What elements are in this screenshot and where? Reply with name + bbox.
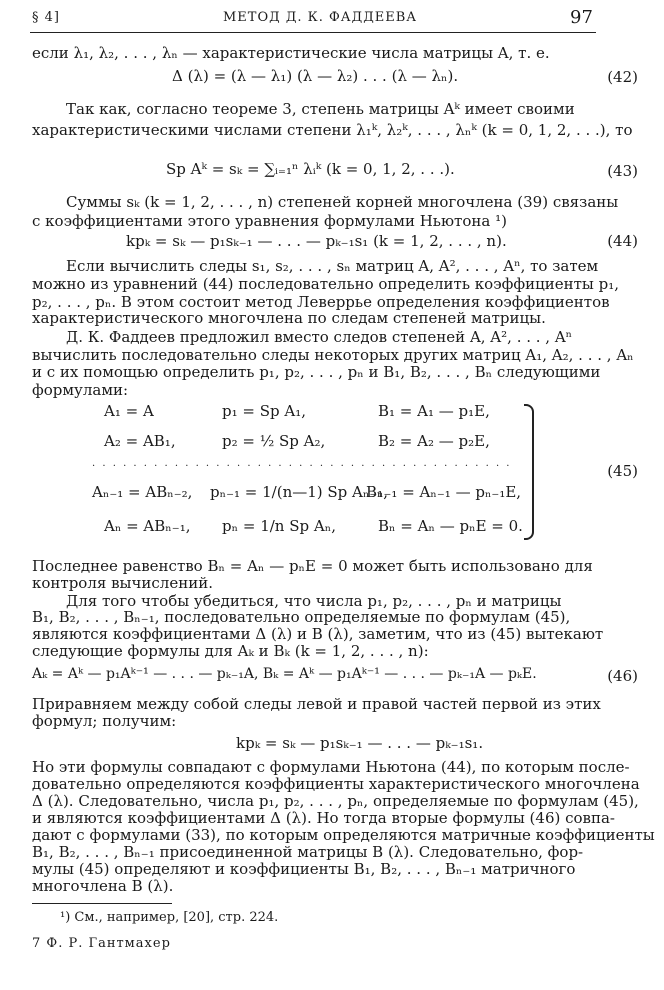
- system-45-row2-b: p₂ = ½ Sp A₂,: [222, 432, 326, 450]
- text-line: вычислить последовательно следы некоторых других матриц A₁, A₂, . . . , Aₙ: [32, 346, 634, 364]
- system-45-row3-a: Aₙ₋₁ = ABₙ₋₂,: [92, 483, 193, 501]
- text-line: контроля вычислений.: [32, 574, 213, 592]
- equation-number: (45): [607, 462, 638, 480]
- system-45-row1-b: p₁ = Sp A₁,: [222, 402, 306, 420]
- text-line: являются коэффициентами Δ (λ) и B (λ), заметим, что из (45) вытекают: [32, 625, 604, 643]
- text-line: Но эти формулы совпадают с формулами Ньютона (44), по которым после-: [32, 758, 630, 776]
- system-45-row4-a: Aₙ = ABₙ₋₁,: [104, 517, 191, 535]
- text-line: Δ (λ). Следовательно, числа p₁, p₂, . . . , pₙ, определяемые по формулам (45),: [32, 792, 639, 810]
- system-45-row4-c: Bₙ = Aₙ — pₙE = 0.: [378, 517, 523, 535]
- system-45-row1-a: A₁ = A: [104, 402, 154, 420]
- signature-line: 7 Ф. Р. Гантмахер: [32, 936, 171, 951]
- header-rule: [30, 32, 596, 33]
- equation-number: (42): [607, 68, 638, 86]
- text-line: Для того чтобы убедиться, что числа p₁, p₂, . . . , pₙ и матрицы: [66, 592, 562, 610]
- equation-number: (44): [607, 232, 638, 250]
- footnote-rule: [32, 903, 172, 904]
- text-line: следующие формулы для Aₖ и Bₖ (k = 1, 2, . . . , n):: [32, 642, 429, 660]
- right-brace: [524, 404, 534, 540]
- text-line: p₂, . . . , pₙ. В этом состоит метод Леверрье определения коэффициентов: [32, 293, 610, 311]
- equation-number: (46): [607, 667, 638, 685]
- text-line: мулы (45) определяют и коэффициенты B₁, B₂, . . . , Bₙ₋₁ матричного: [32, 860, 576, 878]
- text-line: Так как, согласно теореме 3, степень матрицы Aᵏ имеет своими: [66, 100, 575, 118]
- page-number: 97: [570, 7, 593, 28]
- text-line: B₁, B₂, . . . , Bₙ₋₁, последовательно определяемые по формулам (45),: [32, 608, 571, 626]
- equation-43: Sp Aᵏ = sₖ = ∑ᵢ₌₁ⁿ λᵢᵏ (k = 0, 1, 2, . . .).: [166, 160, 455, 178]
- system-45-row3-c: Bₙ₋₁ = Aₙ₋₁ — pₙ₋₁E,: [366, 483, 522, 501]
- header-title: МЕТОД Д. К. ФАДДЕЕВА: [223, 10, 418, 25]
- text-line: формул; получим:: [32, 712, 177, 730]
- text-line: если λ₁, λ₂, . . . , λₙ — характеристические числа матрицы A, т. е.: [32, 44, 550, 62]
- text-line: многочлена B (λ).: [32, 877, 174, 895]
- equation-47: kpₖ = sₖ — p₁sₖ₋₁ — . . . — pₖ₋₁s₁.: [236, 734, 484, 752]
- text-line: и с их помощью определить p₁, p₂, . . . , pₙ и B₁, B₂, . . . , Bₙ следующими: [32, 363, 601, 381]
- system-45-row4-b: pₙ = 1/n Sp Aₙ,: [222, 517, 336, 535]
- footnote-text: ¹) См., например, [20], стр. 224.: [60, 910, 279, 925]
- system-45-row1-c: B₁ = A₁ — p₁E,: [378, 402, 490, 420]
- text-line: и являются коэффициентами Δ (λ). Но тогда вторые формулы (46) совпа-: [32, 809, 616, 827]
- system-45-row2-c: B₂ = A₂ — p₂E,: [378, 432, 490, 450]
- text-line: характеристического многочлена по следам степеней матрицы.: [32, 309, 546, 327]
- text-line: дают с формулами (33), по которым определяются матричные коэффициенты: [32, 826, 655, 844]
- system-45-ellipsis: . . . . . . . . . . . . . . . . . . . . . . . . . . . . . . . . . . . . . . . . .: [92, 458, 512, 469]
- equation-44: kpₖ = sₖ — p₁sₖ₋₁ — . . . — pₖ₋₁s₁ (k = 1, 2, . . . , n).: [126, 232, 507, 250]
- text-line: B₁, B₂, . . . , Bₙ₋₁ присоединенной матрицы B (λ). Следовательно, фор-: [32, 843, 584, 861]
- text-line: с коэффициентами этого уравнения формулами Ньютона ¹): [32, 212, 507, 230]
- text-line: Последнее равенство Bₙ = Aₙ — pₙE = 0 может быть использовано для: [32, 557, 593, 575]
- system-45-row3-b: pₙ₋₁ = 1/(n—1) Sp Aₙ₋₁,: [210, 483, 389, 501]
- text-line: Д. К. Фаддеев предложил вместо следов степеней A, A², . . . , Aⁿ: [66, 328, 573, 346]
- text-line: характеристическими числами степени λ₁ᵏ, λ₂ᵏ, . . . , λₙᵏ (k = 0, 1, 2, . . .), то: [32, 121, 633, 139]
- text-line: довательно определяются коэффициенты характеристического многочлена: [32, 775, 640, 793]
- equation-number: (43): [607, 162, 638, 180]
- header-section: § 4]: [32, 10, 60, 25]
- text-line: Если вычислить следы s₁, s₂, . . . , sₙ матриц A, A², . . . , Aⁿ, то затем: [66, 257, 599, 275]
- text-line: Приравняем между собой следы левой и правой частей первой из этих: [32, 695, 601, 713]
- text-line: Суммы sₖ (k = 1, 2, . . . , n) степеней корней многочлена (39) связаны: [66, 193, 619, 211]
- system-45-row2-a: A₂ = AB₁,: [104, 432, 176, 450]
- equation-42: Δ (λ) = (λ — λ₁) (λ — λ₂) . . . (λ — λₙ).: [172, 67, 459, 85]
- equation-46: Aₖ = Aᵏ — p₁Aᵏ⁻¹ — . . . — pₖ₋₁A, Bₖ = Aᵏ — p₁Aᵏ⁻¹ — . . . — pₖ₋₁A — pₖE.: [32, 666, 537, 682]
- text-line: формулами:: [32, 381, 129, 399]
- text-line: можно из уравнений (44) последовательно определить коэффициенты p₁,: [32, 275, 619, 293]
